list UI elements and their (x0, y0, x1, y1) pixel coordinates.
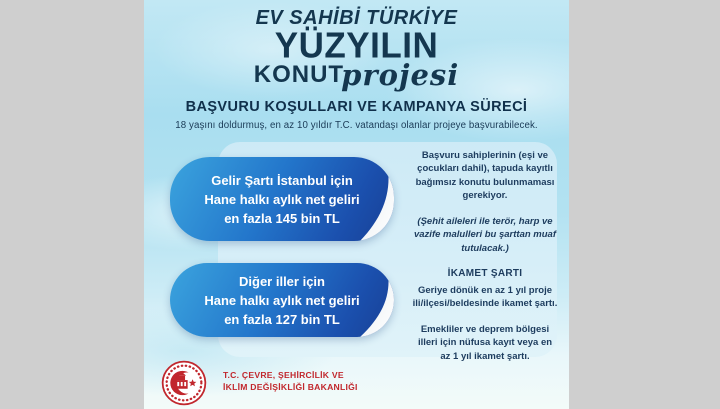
residence-condition-text: Geriye dönük en az 1 yıl proje ili/ilçesi/beldesinde ikamet şartı. (412, 284, 558, 310)
pill-line: Hane halkı aylık net geliri (204, 292, 360, 308)
section-title: BAŞVURU KOŞULLARI VE KAMPANYA SÜRECİ (185, 99, 528, 115)
ministry-seal-icon (161, 360, 207, 406)
housing-project-poster (144, 0, 569, 409)
section-subtitle: 18 yaşını doldurmuş, en az 10 yıldır T.C. vatandaşı olanlar projeye başvurabilecek. (175, 120, 538, 131)
pill-line: en fazla 127 bin TL (224, 311, 340, 327)
campaign-title-line1: EV SAHİBİ TÜRKİYE (255, 7, 458, 29)
income-condition-other-pill (170, 263, 394, 337)
ministry-name-line2: İKLİM DEĞİŞİKLİĞİ BAKANLIĞI (223, 382, 358, 393)
campaign-title-line3 (144, 58, 569, 95)
pill-line: Diğer iller için (239, 273, 325, 289)
condition-ownership-text: Başvuru sahiplerinin (eşi ve çocukları dahil), tapuda kayıtlı bağımsız konutu bulunmaması gerekiyor. (415, 150, 555, 202)
residence-condition-title: İKAMET ŞARTI (447, 268, 523, 280)
campaign-title-line2: YÜZYILIN (274, 25, 439, 66)
income-condition-istanbul-pill (170, 157, 394, 241)
ministry-name-line1: T.C. ÇEVRE, ŞEHİRCİLİK VE (223, 370, 344, 380)
campaign-title-projesi-script: projesi (341, 58, 460, 92)
pill-line: en fazla 145 bin TL (224, 210, 340, 226)
page-curl-icon (354, 263, 394, 337)
ministry-name (223, 369, 358, 393)
pill-line: Hane halkı aylık net geliri (204, 191, 360, 207)
condition-exemption-text: (Şehit aileleri ile terör, harp ve vazife malulleri bu şarttan muaf tutulacak.) (413, 215, 556, 254)
campaign-title-konut: KONUT (253, 61, 345, 88)
retiree-condition-text: Emekliler ve deprem bölgesi illeri için nüfusa kayıt veya en az 1 yıl ikamet şartı. (417, 323, 553, 362)
pill-line: Gelir Şartı İstanbul için (211, 172, 353, 188)
page-curl-icon (354, 157, 394, 241)
conditions-column (412, 149, 558, 375)
